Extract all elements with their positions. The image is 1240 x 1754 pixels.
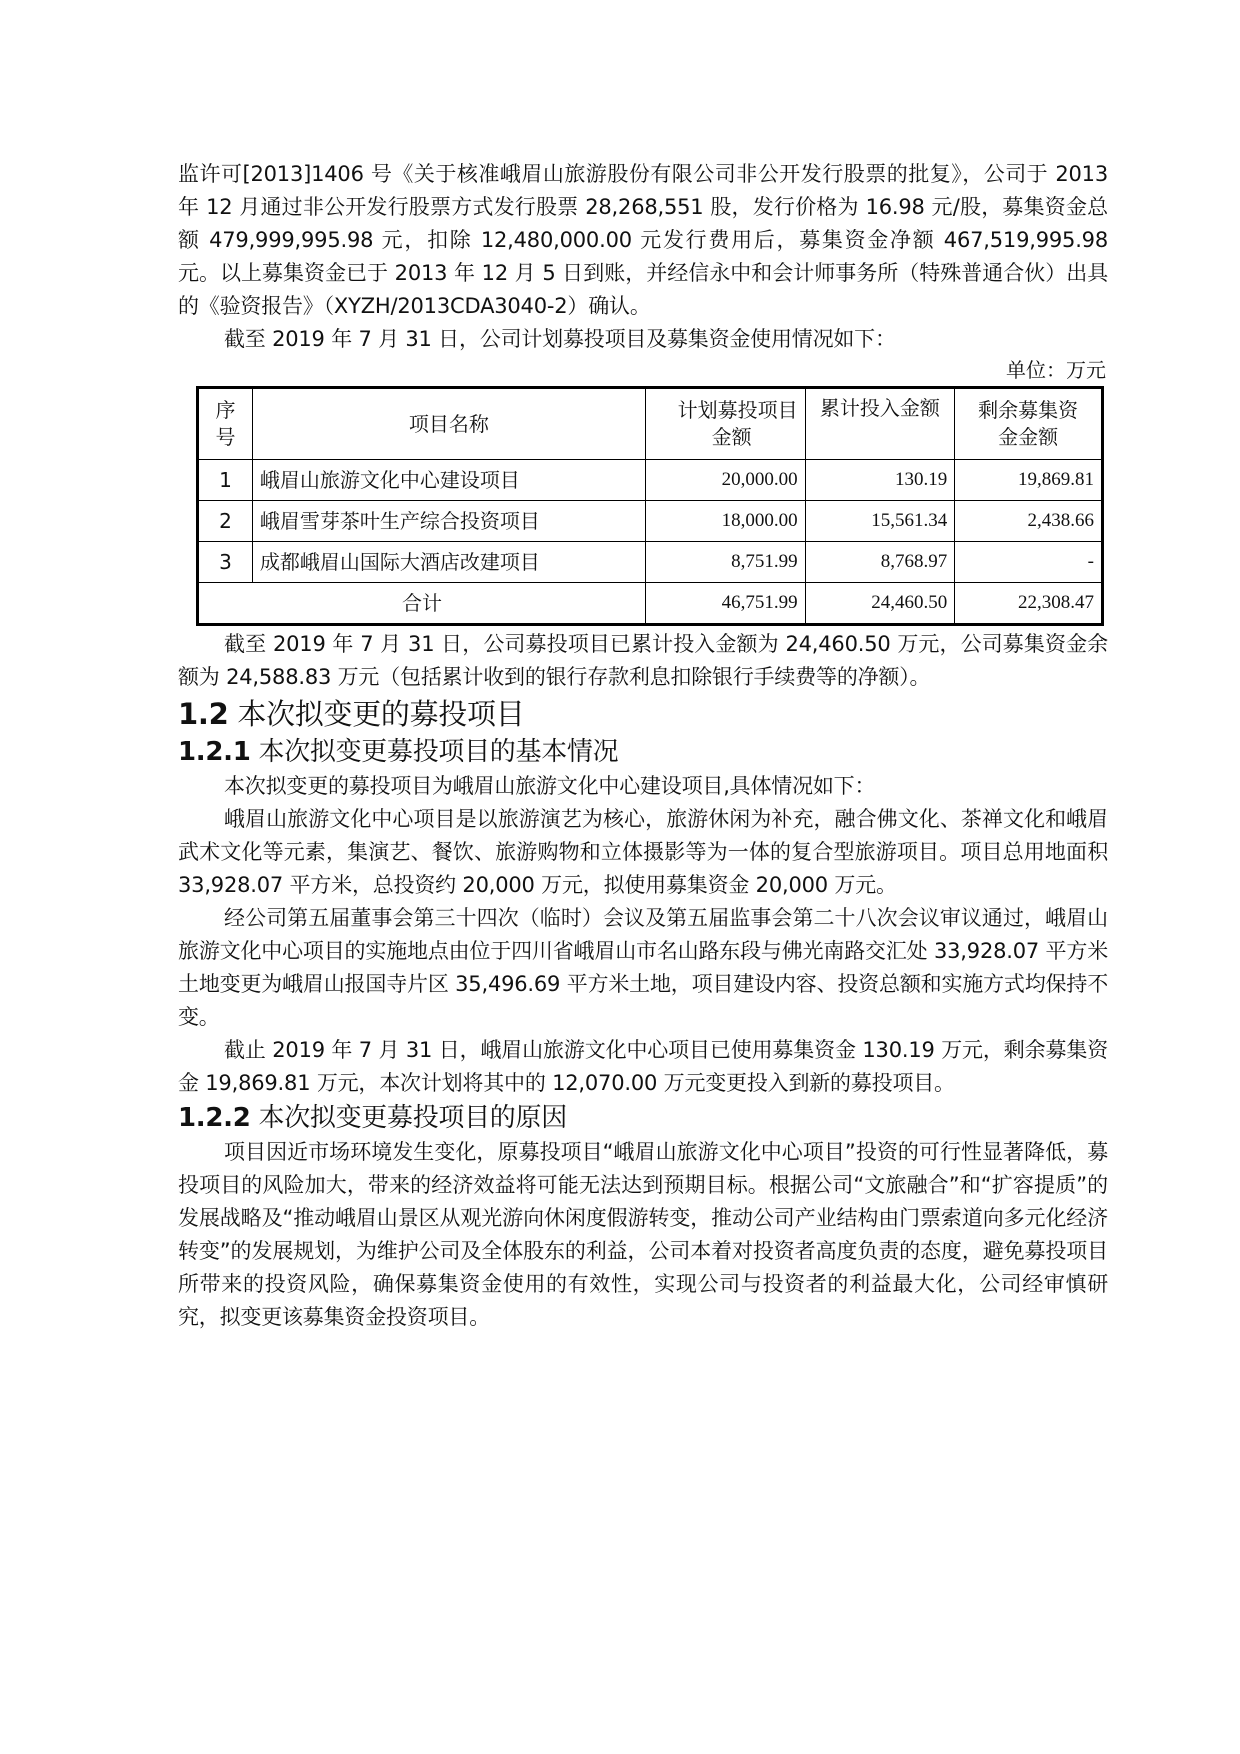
cell-invested: 15,561.34 bbox=[805, 501, 955, 542]
section-heading-1-2-1: 1.2.1 本次拟变更募投项目的基本情况 bbox=[178, 737, 619, 767]
cell-remaining: 2,438.66 bbox=[955, 501, 1103, 542]
header-seq: 序 号 bbox=[198, 388, 253, 460]
document-page bbox=[178, 158, 1108, 1334]
section-heading-1-2: 1.2 本次拟变更的募投项目 bbox=[178, 697, 525, 731]
cell-planned: 20,000.00 bbox=[645, 460, 805, 501]
cell-seq: 3 bbox=[198, 542, 253, 583]
table-header-row bbox=[198, 388, 1103, 460]
cell-planned: 8,751.99 bbox=[645, 542, 805, 583]
table-total-row bbox=[198, 583, 1103, 625]
table-row bbox=[198, 501, 1103, 542]
paragraph: 本次拟变更的募投项目为峨眉山旅游文化中心建设项目,具体情况如下： bbox=[224, 774, 876, 798]
fund-usage-table bbox=[196, 386, 1104, 626]
paragraph: 项目因近市场环境发生变化，原募投项目“峨眉山旅游文化中心项目”投资的可行性显著降低，募投项目的风险加大，带来的经济效益将可能无法达到预期目标。根据公司“文旅融合”和“扩容提质”的发展战略及“推动峨眉山景区从观光游向休闲度假游转变，推动公司产业结构由门票索道向多元化经济转变”的发展规划，为维护公司及全体股东的利益，公司本着对投资者高度负责的态度，避免募投项目所带来的投资风险，确保募集资金使用的有效性，实现公司与投资者的利益最大化，公司经审慎研究，拟变更该募集资金投资项目。 bbox=[178, 1140, 1108, 1329]
paragraph: 截止 2019 年 7 月 31 日，峨眉山旅游文化中心项目已使用募集资金 130.19 万元，剩余募集资金 19,869.81 万元，本次计划将其中的 12,070.00 万元变更投入到新的募投项目。 bbox=[178, 1038, 1108, 1095]
cell-remaining: 19,869.81 bbox=[955, 460, 1103, 501]
total-remaining: 22,308.47 bbox=[955, 583, 1103, 625]
cell-name: 峨眉山旅游文化中心建设项目 bbox=[252, 460, 645, 501]
cell-invested: 130.19 bbox=[805, 460, 955, 501]
table-intro: 截至 2019 年 7 月 31 日，公司计划募投项目及募集资金使用情况如下： bbox=[224, 327, 896, 351]
header-remaining: 剩余募集资 金金额 bbox=[955, 388, 1103, 460]
unit-label: 单位：万元 bbox=[1006, 358, 1106, 382]
cell-name: 成都峨眉山国际大酒店改建项目 bbox=[252, 542, 645, 583]
after-table-paragraph: 截至 2019 年 7 月 31 日，公司募投项目已累计投入金额为 24,460.50 万元，公司募集资金余额为 24,588.83 万元（包括累计收到的银行存款利息扣除银行手续费等的净额）。 bbox=[178, 632, 1108, 689]
paragraph: 经公司第五届董事会第三十四次（临时）会议及第五届监事会第二十八次会议审议通过，峨眉山旅游文化中心项目的实施地点由位于四川省峨眉山市名山路东段与佛光南路交汇处 33,928.07 平方米土地变更为峨眉山报国寺片区 35,496.69 平方米土地，项目建设内容、投资总额和实施方式均保持不变。 bbox=[178, 906, 1108, 1029]
cell-name: 峨眉雪芽茶叶生产综合投资项目 bbox=[252, 501, 645, 542]
header-invested: 累计投入金额 bbox=[805, 388, 955, 460]
section-heading-1-2-2: 1.2.2 本次拟变更募投项目的原因 bbox=[178, 1103, 567, 1133]
total-label: 合计 bbox=[198, 583, 646, 625]
header-planned: 计划募投项目 金额 bbox=[645, 388, 805, 460]
total-invested: 24,460.50 bbox=[805, 583, 955, 625]
intro-paragraph: 监许可[2013]1406 号《关于核准峨眉山旅游股份有限公司非公开发行股票的批复》，公司于 2013 年 12 月通过非公开发行股票方式发行股票 28,268,551 股，发行价格为 16.98 元/股，募集资金总额 479,999,995.98 元，扣除 12,480,000.00 元发行费用后，募集资金净额 467,519,995.98 元。以上募集资金已于 2013 年 12 月 5 日到账，并经信永中和会计师事务所（特殊普通合伙）出具的《验资报告》（XYZH/2013CDA3040-2）确认。 bbox=[178, 162, 1108, 318]
cell-remaining: - bbox=[955, 542, 1103, 583]
table-row bbox=[198, 460, 1103, 501]
cell-invested: 8,768.97 bbox=[805, 542, 955, 583]
table-row bbox=[198, 542, 1103, 583]
total-planned: 46,751.99 bbox=[645, 583, 805, 625]
header-name: 项目名称 bbox=[252, 388, 645, 460]
cell-planned: 18,000.00 bbox=[645, 501, 805, 542]
cell-seq: 2 bbox=[198, 501, 253, 542]
paragraph: 峨眉山旅游文化中心项目是以旅游演艺为核心，旅游休闲为补充，融合佛文化、茶禅文化和峨眉武术文化等元素，集演艺、餐饮、旅游购物和立体摄影等为一体的复合型旅游项目。项目总用地面积 33,928.07 平方米，总投资约 20,000 万元，拟使用募集资金 20,000 万元。 bbox=[178, 807, 1108, 897]
cell-seq: 1 bbox=[198, 460, 253, 501]
